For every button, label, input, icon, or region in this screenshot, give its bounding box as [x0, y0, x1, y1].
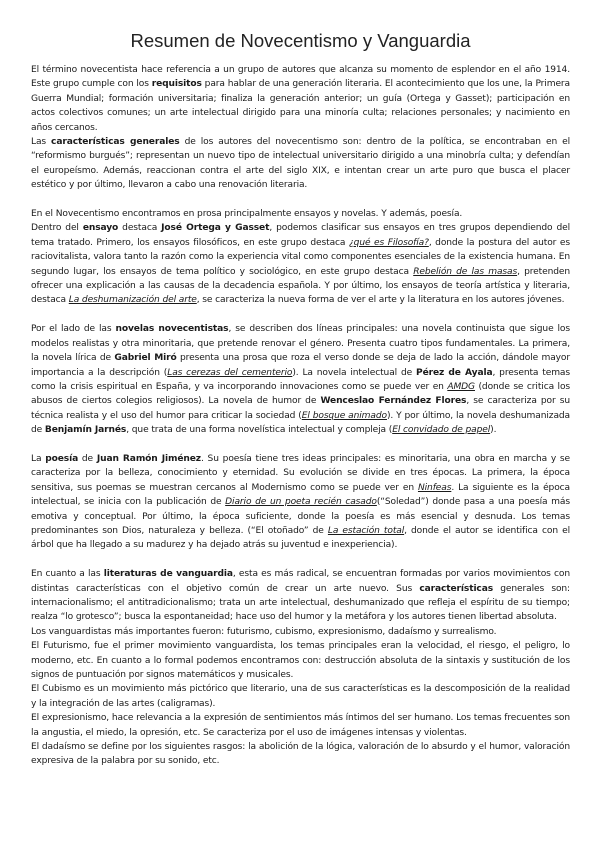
text-run: El término novecentista hace referencia a un grupo de autores que alcanza su momento de esplendor en el año 1914. Este grupo cumple con los [31, 65, 570, 90]
bold-author: Juan Ramón Jiménez [96, 453, 201, 464]
work-title: El bosque animado [301, 410, 387, 421]
text-run: para hablar de una generación literaria. El acontecimiento que los une, la Primera Guerra Mundial; formación universitaria; finaliza la generación anterior; un guía (Ortega y Gasset); participación en actos colectivos comunes; un arte intelectual dirigido para una minoría culta; relaciones personales; y nacimiento en años cercanos. [31, 79, 570, 133]
bold-term: ensayo [82, 223, 119, 234]
paragraph-poetry [31, 452, 570, 553]
text-run: . Su poesía tiene tres ideas principales: es minoritaria, una obra en marcha y se caracteriza por la belleza, conocimiento y eternidad. Su evolución se divide en tres épocas. La primera, la época sensitiva, sus poemas se muestran cercanos al Modernismo como se puede ver en [31, 453, 571, 493]
bold-term: características [419, 583, 494, 594]
text-run: , pretenden ofrecer una explicación a las causas de la decadencia española. Y por último, los ensayos de teoría artística y literaria, destaca [31, 266, 570, 306]
bold-author: Gabriel Miró [114, 353, 177, 364]
text-run: , podemos clasificar sus ensayos en tres grupos dependiendo del tema tratado. Primero, los ensayos filosóficos, en este grupo destaca [31, 223, 570, 248]
text-run: , esta es más radical, se encuentran formadas por varios movimientos con distintas características con el objetivo común de crear un arte nuevo. Sus [31, 569, 571, 594]
paragraph-expressionism: El expresionismo, hace relevancia a la expresión de sentimientos más íntimos del ser humano. Los temas frecuentes son la angustia, el miedo, la opresión, etc. Se caracteriza por el uso de imágenes intensas y violentas. [31, 713, 570, 738]
text-run: presenta una prosa que roza el verso donde se deja de lado la acción, dándole mayor importancia a la descripción ( [31, 353, 570, 378]
bold-author: Wenceslao Fernández Flores [320, 396, 467, 407]
text-run: destaca [118, 223, 162, 234]
work-title: AMDG [447, 381, 475, 392]
paragraph-movements: Los vanguardistas más importantes fueron: futurismo, cubismo, expresionismo, dadaísmo y surrealismo. [31, 626, 497, 637]
text-run: , presenta temas como la crisis espiritual en España, y va incorporando innovaciones como se puede ver en [31, 367, 571, 392]
text-run: ). [490, 425, 497, 436]
text-run: Dentro del [31, 223, 83, 234]
work-title: Las cerezas del cementerio [167, 367, 293, 378]
work-title: La estación total [327, 525, 405, 536]
text-run: , se caracteriza la nueva forma de ver el arte y la literatura en los autores jóvenes. [196, 295, 565, 306]
work-title: Rebelión de las masas [413, 266, 518, 277]
text-run: Por el lado de las [31, 324, 116, 335]
bold-author: Pérez de Ayala [416, 367, 493, 378]
text-run: ). Y por último, la novela deshumanizada de [31, 410, 570, 436]
text-run: ). La novela intelectual de [292, 367, 417, 378]
text-run: (“Soledad”) donde pasa a una poesía más emotiva y conceptual. Por último, la época suficiente, donde la poesía es más esencial y desnuda. Los temas predominantes son Dios, naturaleza y belleza. (“El otoñado” de [31, 497, 570, 536]
text-run: Las [31, 137, 52, 148]
bold-term: requisitos [151, 79, 202, 90]
text-run: . La siguiente es la época intelectual, se inicia con la publicación de [31, 482, 570, 508]
document-title: Resumen de Novecentismo y Vanguardia [130, 30, 471, 51]
work-title: La deshumanización del arte [68, 295, 197, 306]
text-run: , donde el autor se identifica con el árbol que ha llegado a su madurez y ha dejado atrás su juventud e inexperiencia). [31, 525, 570, 551]
paragraph-essay [31, 221, 570, 307]
bold-term: novelas novecentistas [115, 324, 229, 335]
paragraph-dadaism: El dadaísmo se define por los siguientes rasgos: la abolición de la lógica, valoración de lo absurdo y el humor, valoración expresiva de la palabra por su sonido, etc. [31, 742, 570, 767]
bold-author: Benjamín Jarnés [44, 425, 127, 436]
text-run: de los autores del novecentismo son: dentro de la política, se encontraban en el “reformismo burgués”; representan un nuevo tipo de intelectual universitario dirigido a una minobría culta; y defendían el europeísmo. Además, reaccionan contra el arte del siglo XIX, e intentan crear un arte puro que busca el placer estético y por último, llevaron a cabo una renovación literaria. [31, 137, 570, 191]
text-run: de [78, 453, 97, 464]
work-title: Ninfeas [417, 482, 452, 493]
paragraph-characteristics [31, 135, 570, 193]
text-run: generales son: internacionalismo; el antitradicionalismo; trata un arte intelectual, deshumanizado que refleja el espíritu de su tiempo; realza “lo grotesco”; busca la espontaneidad; hace uso del humor y la metáfora y los autores tienen libertad absoluta. [31, 583, 570, 623]
text-run: (donde se critica los abusos de ciertos colegios religiosos). La novela de humor de [31, 381, 571, 407]
bold-author: José Ortega y Gasset [161, 223, 270, 234]
text-run: , se describen dos líneas principales: una novela continuista que sigue los modelos realistas y otra minoritaria, que pretende renovar el género. Presenta cuatro tipos fundamentales. La primera, la novela lírica de [31, 324, 570, 364]
paragraph-avant-garde [31, 567, 570, 625]
paragraph-genres: En el Novecentismo encontramos en prosa principalmente ensayos y novelas. Y además, poesía. [31, 209, 463, 220]
bold-term: características generales [51, 137, 180, 148]
paragraph-cubism: El Cubismo es un movimiento más pictórico que literario, una de sus características es la descomposición de la realidad y la integración de las artes (caligramas). [31, 684, 570, 709]
work-title: ¿qué es Filosofía? [348, 237, 429, 248]
paragraph-novels [31, 322, 570, 437]
bold-term: literaturas de vanguardia [103, 569, 233, 580]
bold-term: poesía [45, 453, 79, 464]
text-run: , que trata de una forma novelística intelectual y compleja ( [126, 425, 393, 436]
text-run: La [31, 453, 46, 464]
work-title: El convidado de papel [392, 425, 491, 436]
work-title: Diario de un poeta recién casado [225, 497, 377, 508]
text-run: , donde la postura del autor es raciovitalista, valora tanto la razón como la experiencia vital como componentes esenciales de la existencia humana. En segundo lugar, los ensayos de tema político y sociológico, en este grupo destaca [31, 237, 570, 277]
paragraph-intro [31, 63, 570, 135]
paragraph-futurism: El Futurismo, fue el primer movimiento vanguardista, los temas principales eran la velocidad, el riesgo, el peligro, lo moderno, etc. En cuanto a lo formal podemos encontramos con: destrucción absoluta de la sintaxis y sustitución de los signos de puntuación por signos matemáticos y musicales. [31, 641, 570, 680]
text-run: En cuanto a las [31, 569, 104, 580]
text-run: , se caracteriza por su técnica realista y el uso del humor para criticar la sociedad ( [31, 396, 570, 421]
